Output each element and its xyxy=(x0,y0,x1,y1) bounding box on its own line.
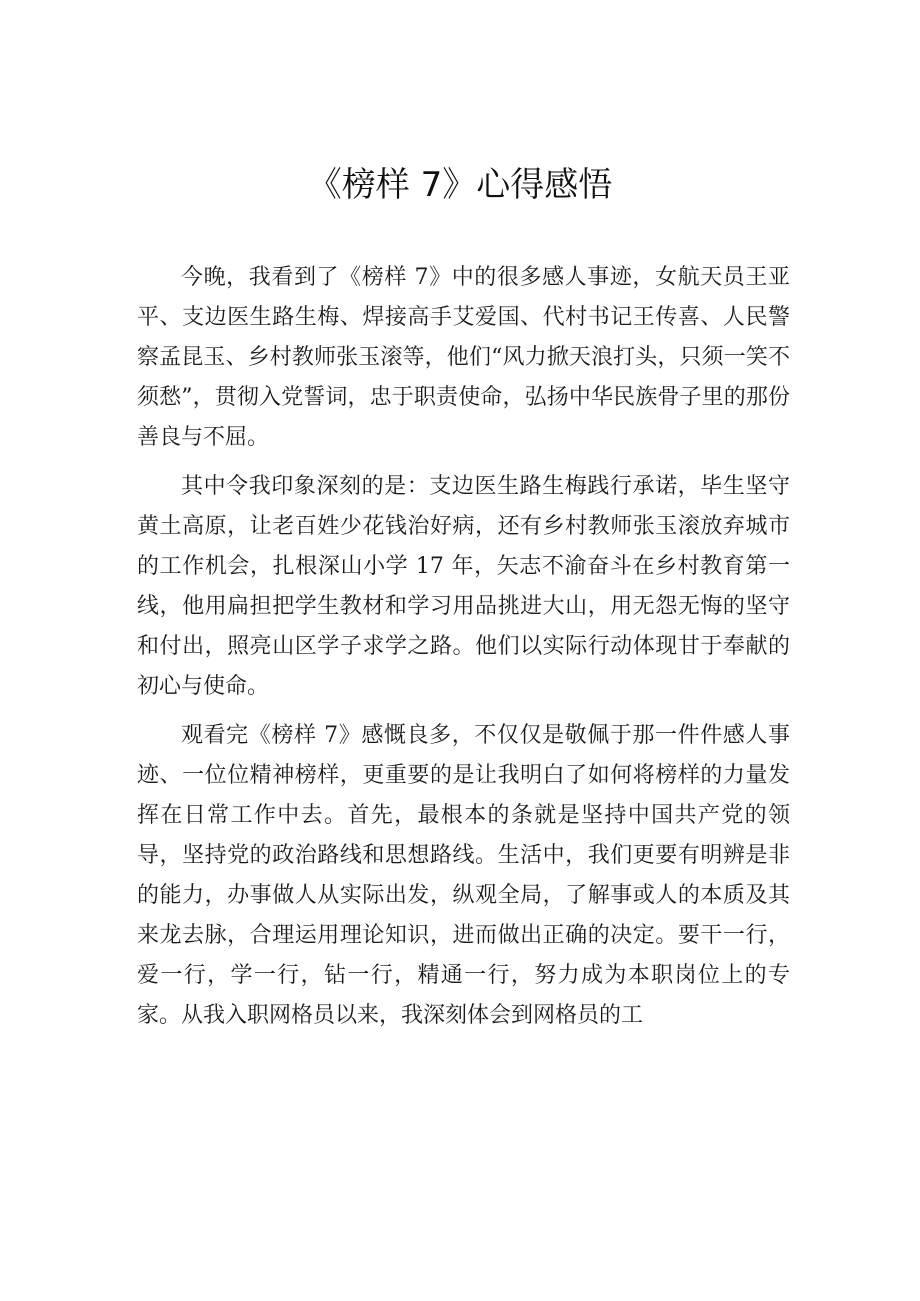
paragraph-2: 其中令我印象深刻的是：支边医生路生梅践行承诺，毕生坚守黄土高原，让老百姓少花钱治好病，还有乡村教师张玉滚放弃城市的工作机会，扎根深山小学 17 年，矢志不渝奋斗在乡村教育第一线，他用扁担把学生教材和学习用品挑进大山，用无怨无悔的坚守和付出，照亮山区学子求学之路。他们以实际行动体现甘于奉献的初心与使命。 xyxy=(137,474,790,699)
document-body xyxy=(137,258,790,1045)
paragraph-1: 今晚，我看到了《榜样 7》中的很多感人事迹，女航天员王亚平、支边医生路生梅、焊接高手艾爱国、代村书记王传喜、人民警察孟昆玉、乡村教师张玉滚等，他们“风力掀天浪打头，只须一笑不须愁”，贯彻入党誓词，忠于职责使命，弘扬中华民族骨子里的那份善良与不屈。 xyxy=(137,265,790,450)
paragraph-3: 观看完《榜样 7》感慨良多，不仅仅是敬佩于那一件件感人事迹、一位位精神榜样，更重要的是让我明白了如何将榜样的力量发挥在日常工作中去。首先，最根本的条就是坚持中国共产党的领导，坚持党的政治路线和思想路线。生活中，我们更要有明辨是非的能力，办事做人从实际出发，纵观全局，了解事或人的本质及其来龙去脉，合理运用理论知识，进而做出正确的决定。要干一行，爱一行，学一行，钻一行，精通一行，努力成为本职岗位上的专家。从我入职网格员以来，我深刻体会到网格员的工 xyxy=(137,723,790,1028)
document-title: 《榜样 7》心得感悟 xyxy=(307,165,613,205)
